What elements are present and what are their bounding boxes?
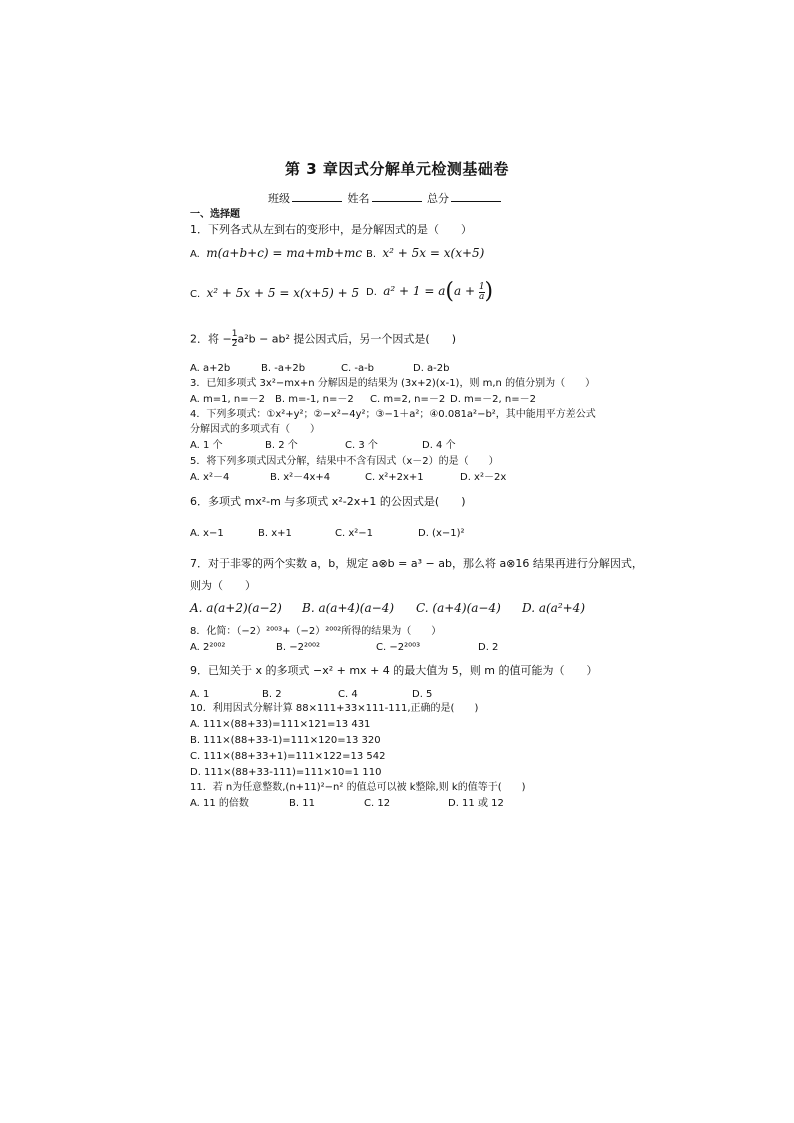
name-blank[interactable]: [372, 191, 422, 202]
q8-option-b: B. −2²⁰⁰²: [276, 642, 320, 653]
q4-option-c: C. 3 个: [345, 440, 378, 451]
q4-option-b: B. 2 个: [265, 440, 298, 451]
q11-option-a: A. 11 的倍数: [190, 798, 249, 809]
q8-stem: 8．化简：（−2）²⁰⁰³+（−2）²⁰⁰²所得的结果为（ ）: [190, 626, 442, 637]
q10-option-c: C. 111×(88+33+1)=111×122=13 542: [190, 751, 386, 762]
q10-option-a: A. 111×(88+33)=111×121=13 431: [190, 719, 371, 730]
q5-stem: 5．将下列多项式因式分解，结果中不含有因式（x－2）的是（ ）: [190, 456, 499, 467]
q5-option-c: C. x²+2x+1: [365, 472, 424, 483]
q6-option-d: D. (x−1)²: [418, 528, 465, 539]
q2-fraction: $\frac{1}{2}$: [231, 329, 238, 349]
q10-stem: 10．利用因式分解计算 88×111+33×111-111,正确的是( ): [190, 703, 479, 714]
q6-option-a: A. x−1: [190, 528, 224, 539]
q4-stem-line1: 4．下列多项式：①x²+y²；②−x²−4y²；③−1＋a²；④0.081a²−b²，其中能用平方差公式: [190, 409, 596, 420]
q4-stem-line2: 分解因式的多项式有（ ）: [190, 424, 320, 435]
q9-option-b: B. 2: [262, 689, 282, 700]
q7-option-a: A. a(a+2)(a−2): [190, 601, 282, 615]
q1-option-a: A. m(a+b+c) = ma+mb+mc: [190, 246, 363, 260]
q1-stem: 1．下列各式从左到右的变形中，是分解因式的是（ ）: [190, 223, 472, 236]
page-title: 第 3 章因式分解单元检测基础卷: [285, 160, 509, 178]
q8-option-c: C. −2²⁰⁰³: [376, 642, 421, 653]
q7-stem-line2: 则为（ ）: [190, 579, 256, 592]
q9-stem: 9．已知关于 x 的多项式 −x² + mx + 4 的最大值为 5，则 m 的值可能为（ ）: [190, 664, 598, 677]
q1-option-b: B. x² + 5x = x(x+5): [366, 246, 485, 260]
q5-option-a: A. x²－4: [190, 472, 230, 483]
q5-option-d: D. x²－2x: [460, 472, 507, 483]
q2-stem: 2．将 − $\frac{1}{2}$ a²b − ab² 提公因式后，另一个因式是( ): [190, 329, 457, 349]
q9-option-c: C. 4: [338, 689, 358, 700]
q3-option-d: D. m=－2, n=－2: [450, 394, 536, 405]
q2-option-d: D. a-2b: [413, 363, 450, 374]
q2-option-b: B. -a+2b: [261, 363, 306, 374]
q1-fraction: $\frac{1}{a}$: [478, 281, 485, 302]
q7-option-d: D. a(a²+4): [522, 601, 585, 615]
q8-option-d: D. 2: [478, 642, 499, 653]
class-blank[interactable]: [292, 191, 342, 202]
q2-option-a: A. a+2b: [190, 363, 231, 374]
q3-option-b: B. m=-1, n=－2: [275, 394, 354, 405]
q11-stem: 11．若 n为任意整数,(n+11)²−n² 的值总可以被 k整除,则 k的值等于( ): [190, 782, 526, 793]
q1-option-d: D. a² + 1 = a(a + $\frac{1}{a}$ ): [366, 279, 494, 304]
q9-option-a: A. 1: [190, 689, 210, 700]
score-label: 总分: [427, 192, 449, 205]
q3-stem: 3．已知多项式 3x²−mx+n 分解因是的结果为 (3x+2)(x-1)，则 m,n 的值分别为（ ）: [190, 378, 596, 389]
q11-option-c: C. 12: [364, 798, 391, 809]
q2-option-c: C. -a-b: [341, 363, 375, 374]
q3-option-c: C. m=2, n=－2: [370, 394, 446, 405]
q9-option-d: D. 5: [412, 689, 433, 700]
q6-option-c: C. x²−1: [335, 528, 374, 539]
student-info: [268, 190, 503, 206]
q10-option-d: D. 111×(88+33-111)=111×10=1 110: [190, 767, 382, 778]
name-label: 姓名: [347, 192, 370, 205]
q11-option-d: D. 11 或 12: [448, 798, 504, 809]
q11-option-b: B. 11: [289, 798, 315, 809]
q7-option-b: B. a(a+4)(a−4): [302, 601, 395, 615]
q6-stem: 6．多项式 mx²-m 与多项式 x²-2x+1 的公因式是( ): [190, 495, 466, 508]
q1-option-c: C. x² + 5x + 5 = x(x+5) + 5: [190, 286, 360, 300]
q8-option-a: A. 2²⁰⁰²: [190, 642, 226, 653]
class-label: 班级: [268, 192, 290, 205]
q7-stem-line1: 7．对于非零的两个实数 a，b，规定 a⊗b = a³ − ab，那么将 a⊗16 结果再进行分解因式，: [190, 557, 643, 570]
q4-option-a: A. 1 个: [190, 440, 223, 451]
q6-option-b: B. x+1: [258, 528, 292, 539]
q5-option-b: B. x²－4x+4: [270, 472, 331, 483]
score-blank[interactable]: [451, 191, 501, 202]
q10-option-b: B. 111×(88+33-1)=111×120=13 320: [190, 735, 381, 746]
q7-option-c: C. (a+4)(a−4): [416, 601, 501, 615]
section-heading: 一、选择题: [190, 209, 240, 220]
q4-option-d: D. 4 个: [422, 440, 456, 451]
q3-option-a: A. m=1, n=－2: [190, 394, 265, 405]
